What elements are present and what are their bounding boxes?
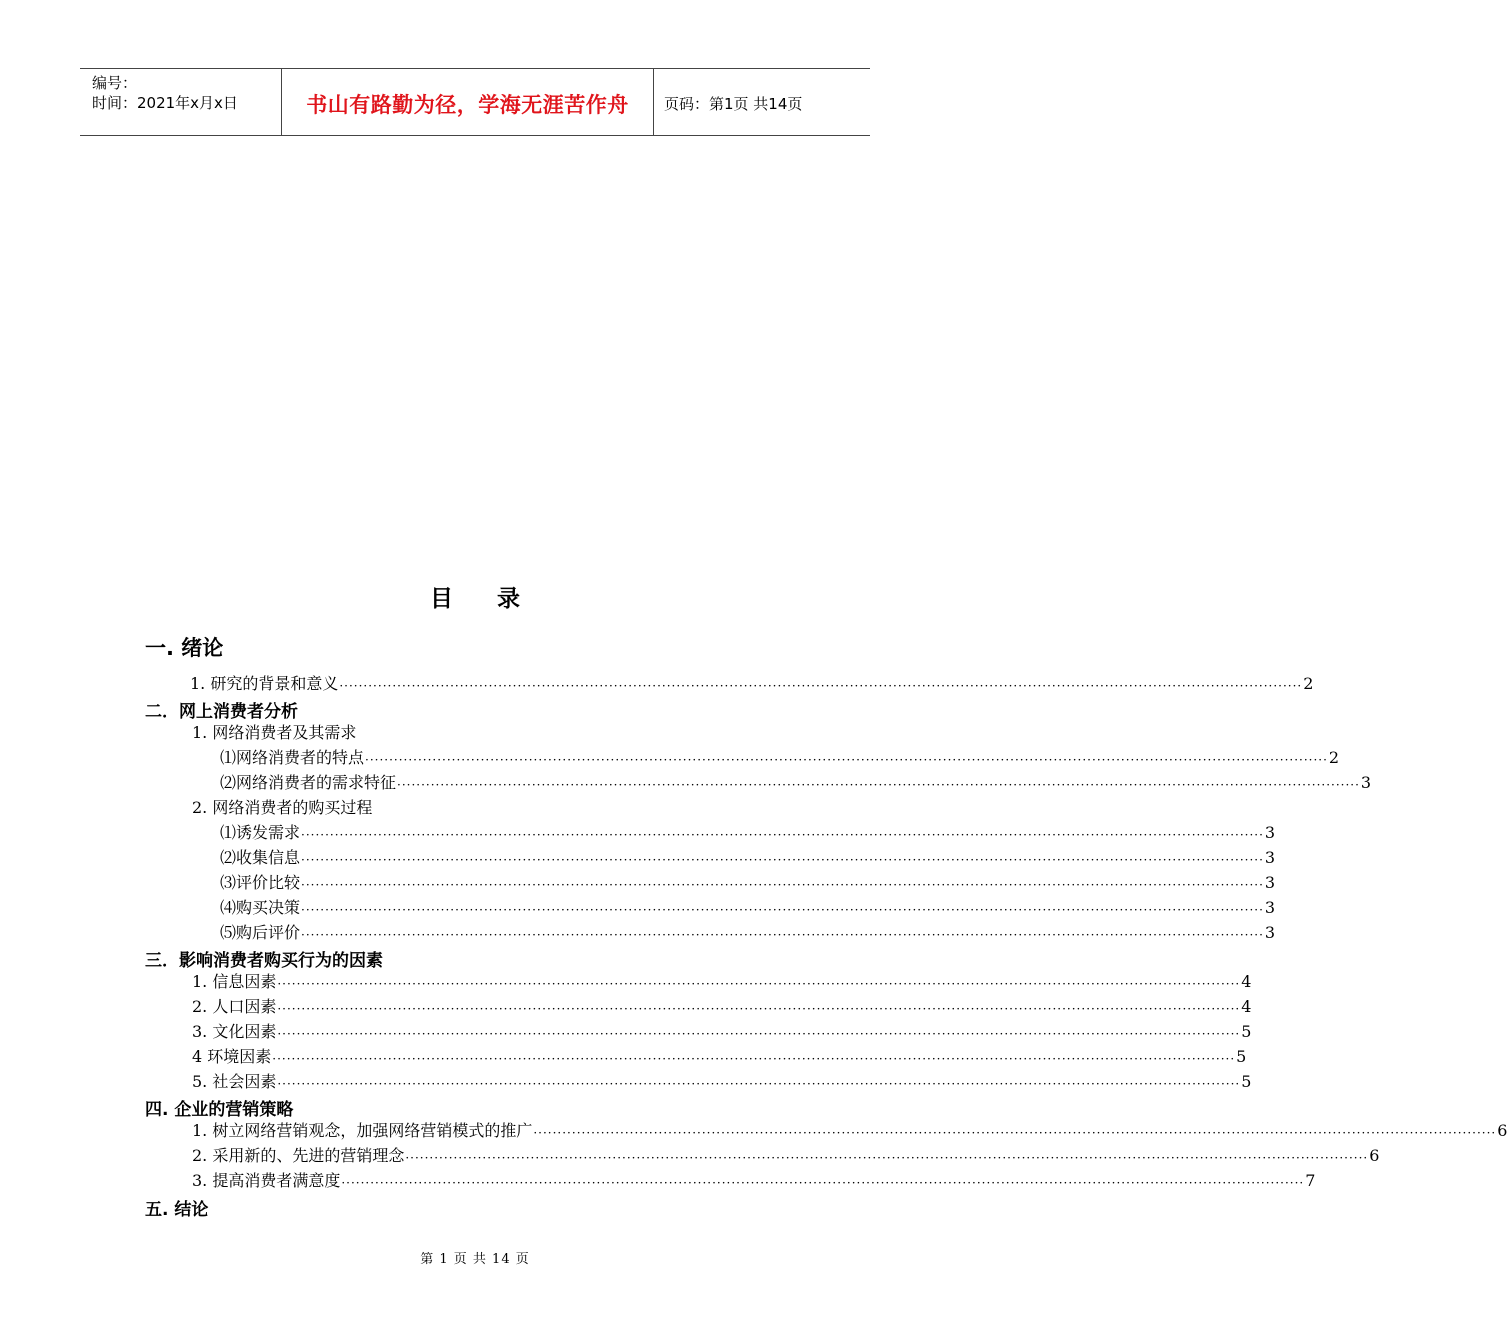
- toc-section-4: 四. 企业的营销策略: [145, 1100, 294, 1120]
- toc-entry[interactable]: [192, 996, 1252, 1018]
- toc-entry-page: 3: [1264, 873, 1276, 892]
- toc-entry-page: 7: [1305, 1171, 1316, 1190]
- toc-entry[interactable]: [220, 747, 1340, 769]
- toc-entry-page: 3: [1360, 773, 1372, 792]
- toc-entry[interactable]: [192, 1170, 1316, 1192]
- toc-entry-page: 6: [1369, 1146, 1380, 1165]
- toc-entry[interactable]: [192, 1145, 1380, 1167]
- toc-entry-page: 3: [1264, 848, 1276, 867]
- leader-dots: ········································································································································································································: [405, 1151, 1369, 1165]
- toc-entry-label: ⑵网络消费者的需求特征: [220, 773, 397, 792]
- toc-entry-label: 4 环境因素: [192, 1047, 272, 1066]
- leader-dots: ········································································································································································································: [365, 753, 1328, 767]
- leader-dots: ········································································································································································································: [301, 828, 1264, 842]
- toc-entry[interactable]: [220, 872, 1276, 894]
- toc-entry[interactable]: [192, 1021, 1252, 1043]
- toc-entry[interactable]: [220, 897, 1276, 919]
- toc-entry-label: ⑵收集信息: [220, 848, 301, 867]
- number-label: 编号：: [92, 74, 138, 92]
- toc-entry[interactable]: [192, 1046, 1247, 1068]
- toc-entry-label: ⑴网络消费者的特点: [220, 748, 365, 767]
- toc-entry-label: 1. 信息因素: [192, 972, 277, 991]
- toc-entry[interactable]: [220, 822, 1276, 844]
- toc-entry-label: 5. 社会因素: [192, 1072, 277, 1091]
- toc-entry-label: 1. 网络消费者及其需求: [192, 723, 357, 742]
- toc-entry-label: 1. 研究的背景和意义: [190, 674, 339, 693]
- toc-entry[interactable]: [190, 673, 1314, 695]
- toc-entry-label: 2. 网络消费者的购买过程: [192, 798, 373, 817]
- leader-dots: ········································································································································································································: [341, 1176, 1305, 1190]
- toc-entry-label: ⑴诱发需求: [220, 823, 301, 842]
- leader-dots: ········································································································································································································: [272, 1052, 1236, 1066]
- toc-entry-page: 3: [1264, 923, 1276, 942]
- toc-title: 目录: [430, 586, 564, 612]
- toc-entry[interactable]: [192, 971, 1252, 993]
- toc-entry-label: 3. 提高消费者满意度: [192, 1171, 341, 1190]
- leader-dots: ········································································································································································································: [301, 878, 1264, 892]
- toc-entry[interactable]: [220, 847, 1276, 869]
- toc-entry-page: 5: [1241, 1072, 1252, 1091]
- leader-dots: ········································································································································································································: [277, 1002, 1241, 1016]
- toc-entry[interactable]: [220, 772, 1372, 794]
- leader-dots: ········································································································································································································: [277, 977, 1241, 991]
- toc-entry-page: 2: [1303, 674, 1314, 693]
- leader-dots: ········································································································································································································: [339, 679, 1303, 693]
- toc-entry-label: ⑷购买决策: [220, 898, 301, 917]
- leader-dots: ········································································································································································································: [397, 778, 1360, 792]
- toc-entry[interactable]: [192, 1120, 1507, 1142]
- toc-section-1: 一. 绪论: [145, 636, 224, 660]
- toc-entry-page: 2: [1328, 748, 1340, 767]
- leader-dots: ········································································································································································································: [301, 928, 1264, 942]
- toc-entry-label: ⑶评价比较: [220, 873, 301, 892]
- toc-entry-page: 5: [1236, 1047, 1247, 1066]
- leader-dots: ········································································································································································································: [277, 1027, 1241, 1041]
- leader-dots: ········································································································································································································: [277, 1077, 1241, 1091]
- toc-entry-page: 3: [1264, 823, 1276, 842]
- toc-section-3: 三．影响消费者购买行为的因素: [145, 951, 383, 971]
- header-page-info: 页码：第1页 共14页: [664, 94, 803, 113]
- toc-section-5: 五. 结论: [145, 1200, 209, 1220]
- toc-entry-label: 1. 树立网络营销观念，加强网络营销模式的推广: [192, 1121, 533, 1140]
- time-label: 时间：2021年x月x日: [92, 94, 238, 112]
- toc-entry-page: 4: [1241, 997, 1252, 1016]
- toc-entry[interactable]: [192, 722, 356, 744]
- toc-entry-page: 6: [1497, 1121, 1507, 1140]
- toc-section-2: 二．网上消费者分析: [145, 702, 298, 722]
- toc-entry-page: 4: [1241, 972, 1252, 991]
- toc-entry-page: 5: [1241, 1022, 1252, 1041]
- toc-entry-page: 3: [1264, 898, 1276, 917]
- toc-entry[interactable]: [220, 922, 1276, 944]
- page-footer: 第 1 页 共 14 页: [420, 1252, 530, 1267]
- header-motto: 书山有路勤为径，学海无涯苦作舟: [282, 69, 654, 135]
- leader-dots: ········································································································································································································: [301, 853, 1264, 867]
- header-meta: [80, 69, 282, 135]
- toc-entry-label: 3. 文化因素: [192, 1022, 277, 1041]
- toc-entry-label: 2. 人口因素: [192, 997, 277, 1016]
- toc-entry[interactable]: [192, 1071, 1252, 1093]
- header-table: [80, 68, 870, 136]
- leader-dots: ········································································································································································································: [301, 903, 1264, 917]
- toc-entry-label: ⑸购后评价: [220, 923, 301, 942]
- toc-entry[interactable]: [192, 797, 372, 819]
- leader-dots: ········································································································································································································: [533, 1126, 1497, 1140]
- toc-entry-label: 2. 采用新的、先进的营销理念: [192, 1146, 405, 1165]
